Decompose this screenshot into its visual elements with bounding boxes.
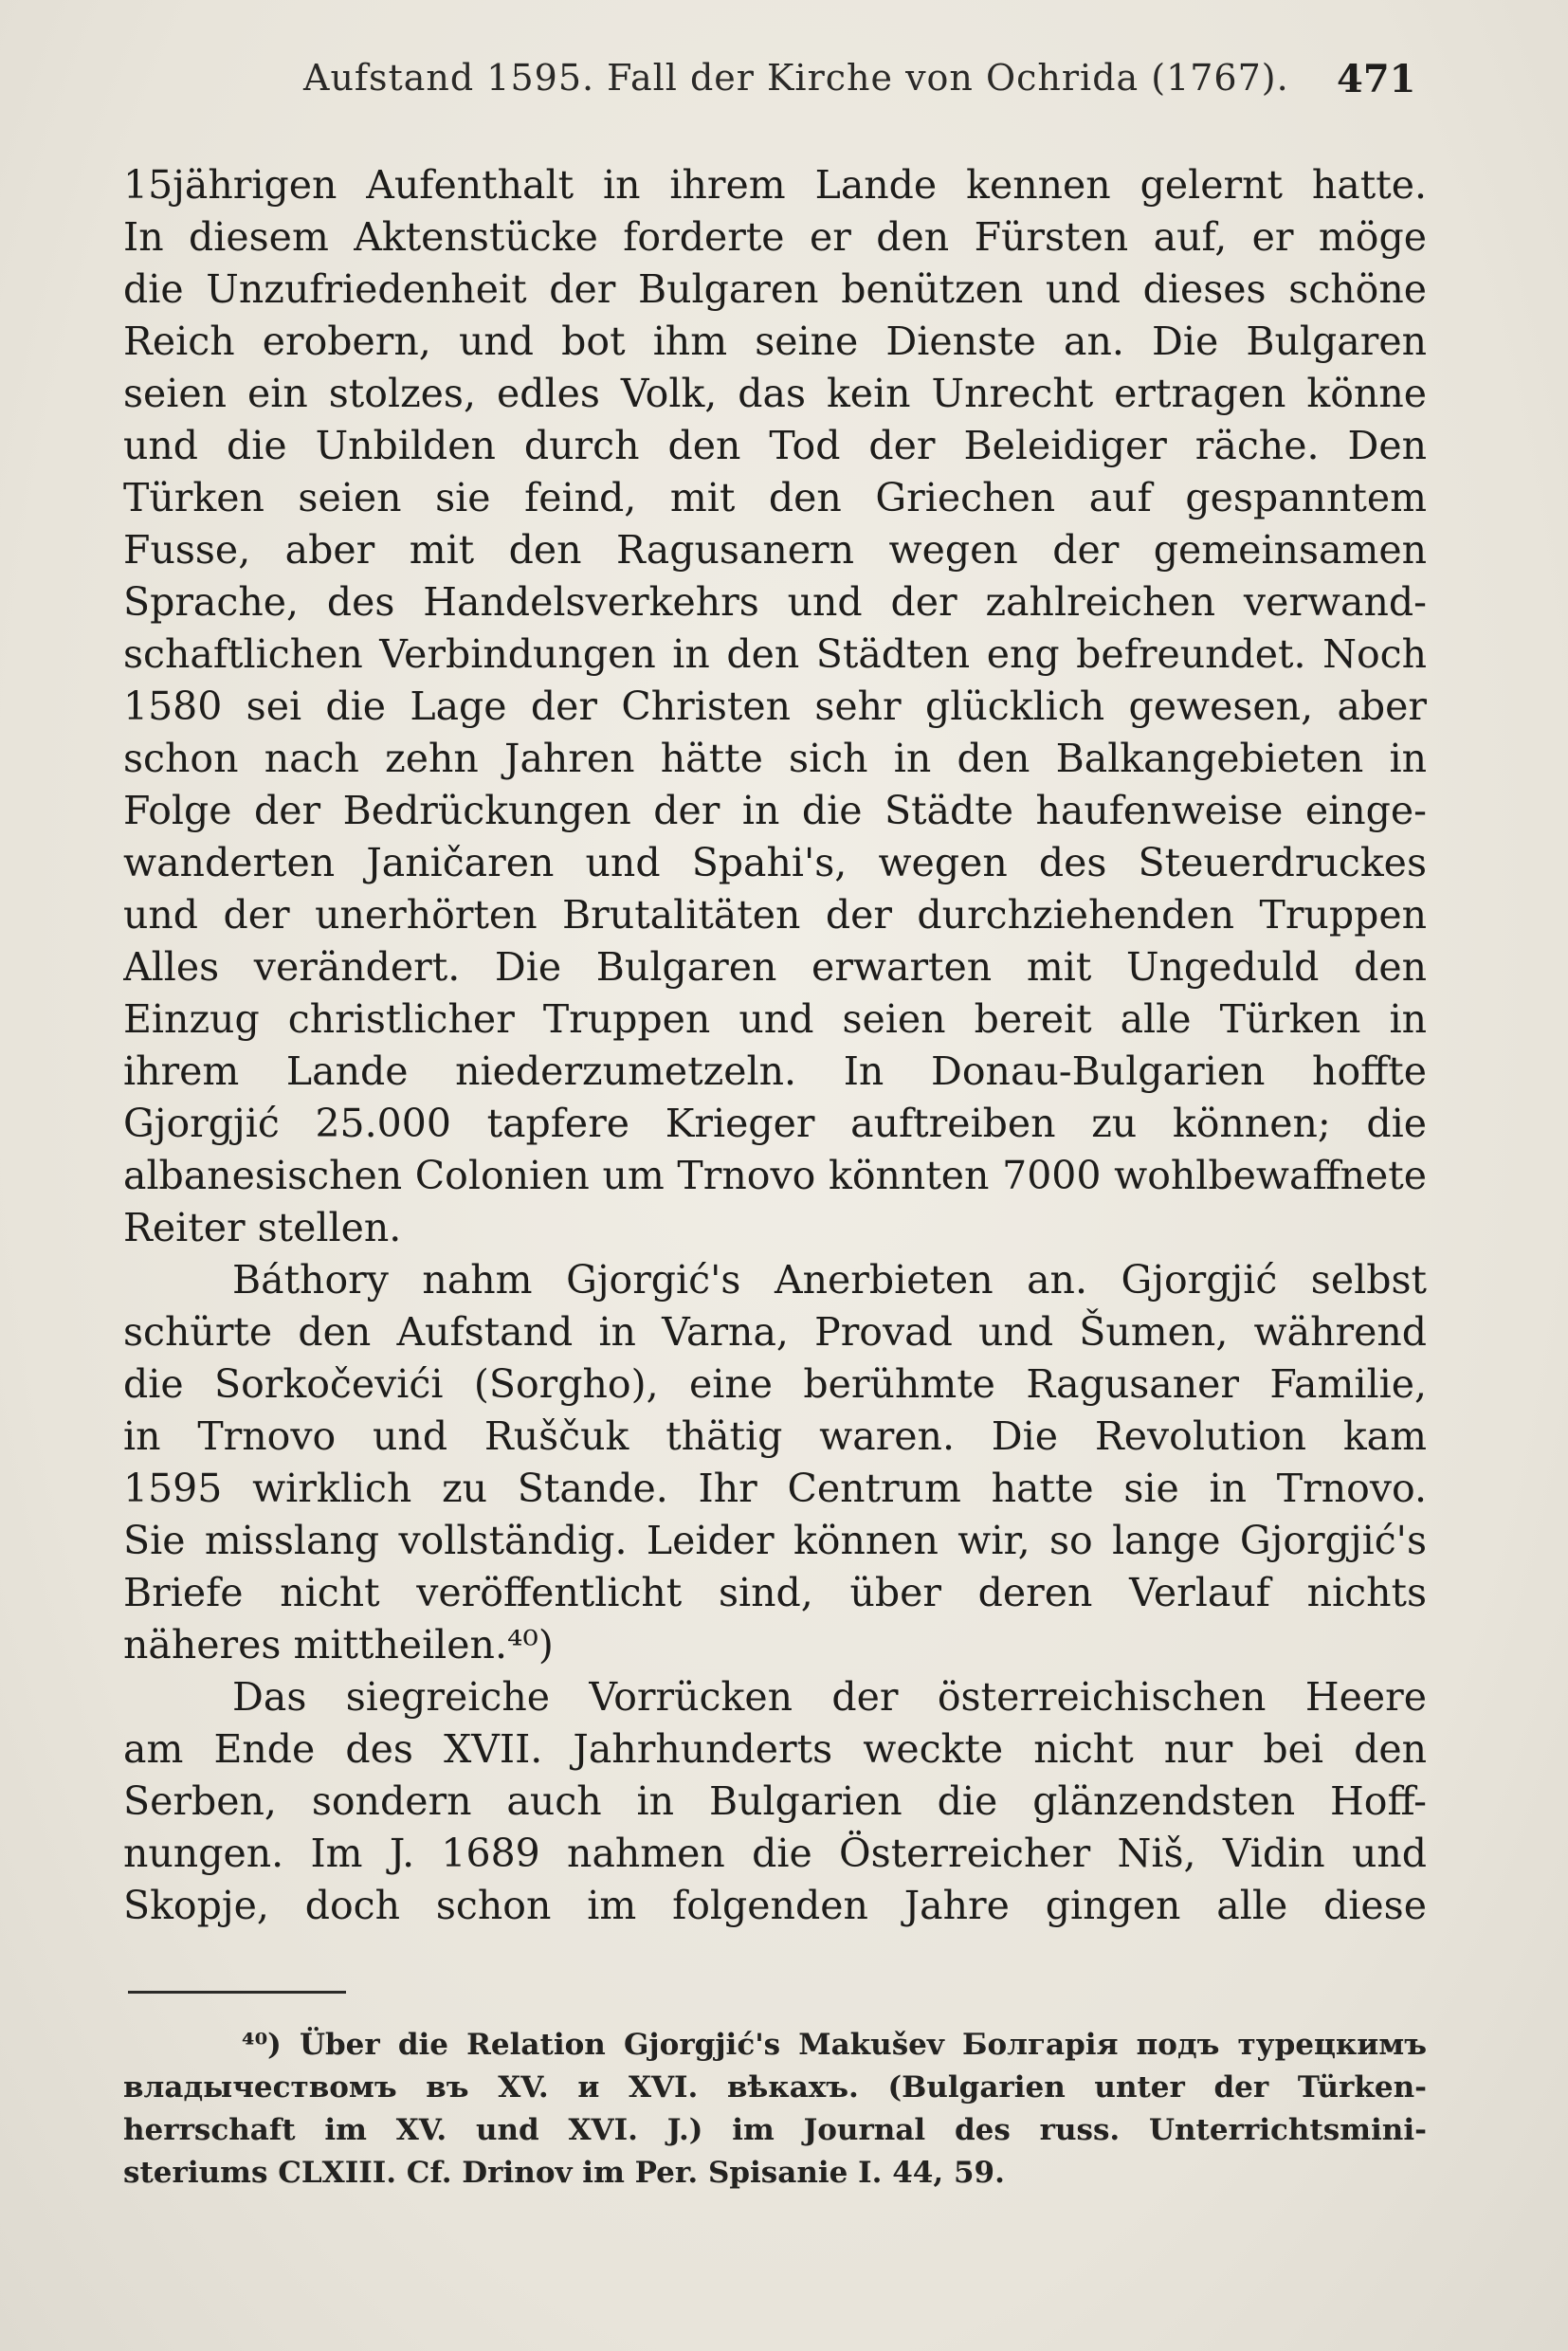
text-line: Alles verändert. Die Bulgaren erwarten mit Ungeduld den [123,944,1427,990]
text-line: und die Unbilden durch den Tod der Beleidiger räche. Den [123,423,1427,468]
text-line: Folge der Bedrückungen der in die Städte haufenweise einge- [123,788,1427,833]
text-line: 1580 sei die Lage der Christen sehr glücklich gewesen, aber [123,683,1427,729]
text-line: Skopje, doch schon im folgenden Jahre gingen alle diese [123,1883,1427,1928]
text-line: Einzug christlicher Truppen und seien bereit alle Türken in [123,996,1427,1042]
text-line: näheres mittheilen.⁴⁰) [123,1622,554,1668]
paragraph-start-line: Báthory nahm Gjorgić's Anerbieten an. Gjorgjić selbst [232,1257,1427,1303]
text-line: Gjorgjić 25.000 tapfere Krieger auftreiben zu können; die [123,1101,1427,1146]
text-line: In diesem Aktenstücke forderte er den Fürsten auf, er möge [123,214,1427,260]
text-line: nungen. Im J. 1689 nahmen die Österreicher Niš, Vidin und [123,1831,1427,1876]
text-line: schaftlichen Verbindungen in den Städten eng befreundet. Noch [123,631,1427,677]
footnote-line: steriums CLXIII. Cf. Drinov im Per. Spisanie I. 44, 59. [123,2156,1005,2190]
text-line: Reiter stellen. [123,1205,402,1250]
text-line: seien ein stolzes, edles Volk, das kein Unrecht ertragen könne [123,371,1427,416]
body-text [123,159,1427,1932]
text-line: Fusse, aber mit den Ragusanern wegen der gemeinsamen [123,527,1427,573]
text-line: in Trnovo und Ruščuk thätig waren. Die Revolution kam [123,1413,1427,1459]
text-line: ihrem Lande niederzumetzeln. In Donau-Bulgarien hoffte [123,1048,1427,1094]
page-number: 471 [1337,57,1416,101]
text-line: schon nach zehn Jahren hätte sich in den Balkangebieten in [123,736,1427,781]
text-line: schürte den Aufstand in Varna, Provad und Šumen, während [123,1309,1427,1355]
text-line: am Ende des XVII. Jahrhunderts weckte nicht nur bei den [123,1726,1427,1772]
text-line: 1595 wirklich zu Stande. Ihr Centrum hatte sie in Trnovo. [123,1466,1427,1511]
text-line: die Sorkočevići (Sorgho), eine berühmte Ragusaner Familie, [123,1361,1427,1407]
text-line: Sie misslang vollständig. Leider können wir, so lange Gjorgjić's [123,1518,1427,1563]
text-line: wanderten Janičaren und Spahi's, wegen des Steuerdruckes [123,840,1427,885]
text-line: albanesischen Colonien um Trnovo könnten 7000 wohlbewaffnete [123,1153,1427,1198]
text-line: und der unerhörten Brutalitäten der durchziehenden Truppen [123,892,1427,938]
footnote-divider [128,1991,346,1994]
footnote-line: владычествомъ въ XV. и XVI. вѣкахъ. (Bulgarien unter der Türken- [123,2070,1427,2105]
text-line: 15jährigen Aufenthalt in ihrem Lande kennen gelernt hatte. [123,162,1427,208]
footnote-line: herrschaft im XV. und XVI. J.) im Journal des russ. Unterrichtsmini- [123,2113,1427,2147]
text-line: Sprache, des Handelsverkehrs und der zahlreichen verwand- [123,579,1427,625]
text-line: die Unzufriedenheit der Bulgaren benützen und dieses schöne [123,266,1427,312]
text-line: Briefe nicht veröffentlicht sind, über deren Verlauf nichts [123,1570,1427,1615]
footnote [123,2024,1427,2195]
text-line: Türken seien sie feind, mit den Griechen auf gespanntem [123,475,1427,520]
paragraph-start-line: Das siegreiche Vorrücken der österreichischen Heere [232,1674,1427,1720]
text-line: Serben, sondern auch in Bulgarien die glänzendsten Hoff- [123,1778,1427,1824]
running-header: Aufstand 1595. Fall der Kirche von Ochrida (1767). [303,57,1289,99]
footnote-line: ⁴⁰) Über die Relation Gjorgjić's Makušev Болгарія подъ турецкимъ [242,2028,1427,2062]
text-line: Reich erobern, und bot ihm seine Dienste an. Die Bulgaren [123,319,1427,364]
